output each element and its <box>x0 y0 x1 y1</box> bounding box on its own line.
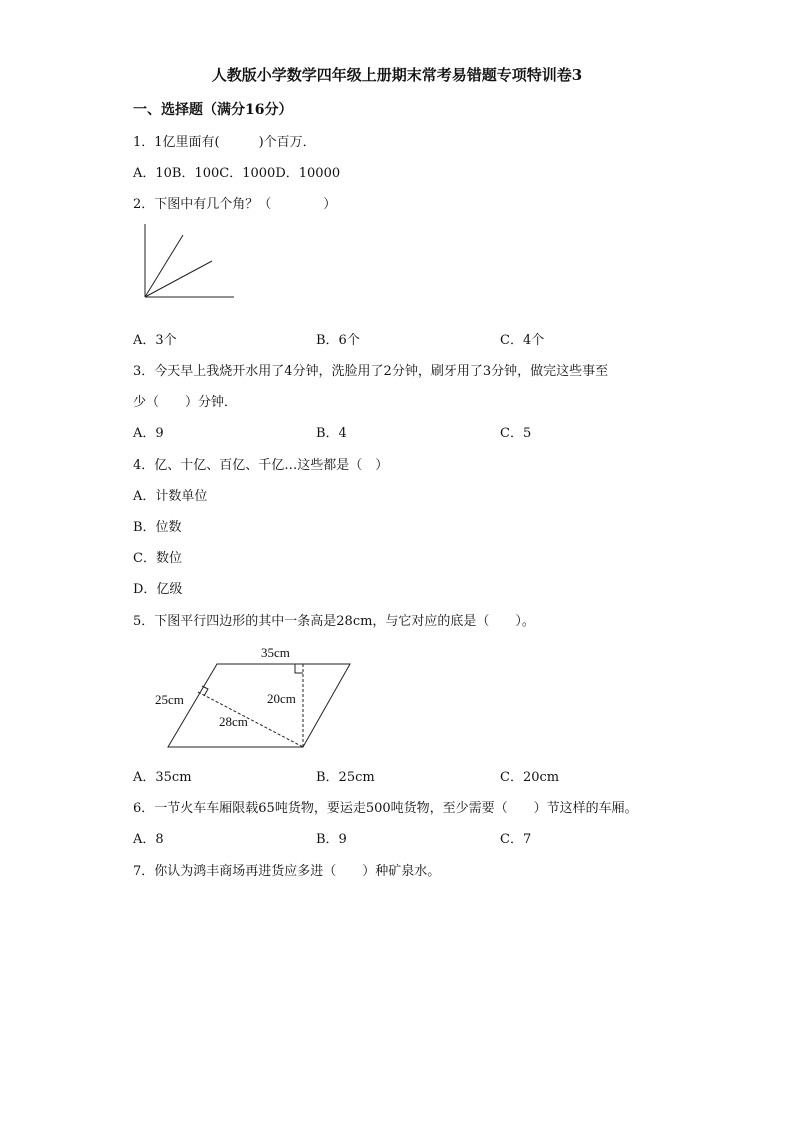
section-heading: 一、选择题（满分16分） <box>133 102 293 118</box>
angles-figure <box>140 222 240 302</box>
right-angle-top <box>295 664 303 673</box>
question-2-option-c: C．4个 <box>500 333 545 348</box>
angle-ray-shallow <box>145 261 212 297</box>
question-3-option-c: C．5 <box>500 426 532 441</box>
question-4-stem: 4．亿、十亿、百亿、千亿…这些都是（ ） <box>133 458 389 473</box>
label-28cm: 28cm <box>219 714 248 729</box>
question-5-stem: 5．下图平行四边形的其中一条高是28cm，与它对应的底是（ ）。 <box>133 614 535 629</box>
question-5-option-a: A．35cm <box>133 770 192 785</box>
question-2-option-a: A．3个 <box>133 333 177 348</box>
question-4-option-b: B．位数 <box>133 520 182 535</box>
question-3-stem-line2: 少（ ）分钟． <box>133 395 238 410</box>
label-35cm: 35cm <box>261 645 290 660</box>
question-5-option-b: B．25cm <box>316 770 375 785</box>
question-4-option-c: C．数位 <box>133 551 182 566</box>
question-6-option-b: B．9 <box>316 832 347 847</box>
question-3-option-a: A．9 <box>133 426 164 441</box>
question-6-option-a: A．8 <box>133 832 164 847</box>
question-3-option-b: B．4 <box>316 426 347 441</box>
question-7-stem: 7．你认为鸿丰商场再进货应多进（ ）种矿泉水。 <box>133 864 441 879</box>
question-6-stem: 6．一节火车车厢限载65吨货物，要运走500吨货物，至少需要（ ）节这样的车厢。 <box>133 801 638 816</box>
angle-ray-steep <box>145 235 183 297</box>
question-1-options: A．10B．100C．1000D．10000 <box>133 166 341 181</box>
question-4-option-a: A．计数单位 <box>133 489 208 504</box>
question-4-option-d: D．亿级 <box>133 582 183 597</box>
question-5-option-c: C．20cm <box>500 770 560 785</box>
label-25cm: 25cm <box>155 692 184 707</box>
parallelogram-figure <box>150 640 370 755</box>
question-6-option-c: C．7 <box>500 832 532 847</box>
parallelogram-outline <box>168 664 350 747</box>
page-title: 人教版小学数学四年级上册期末常考易错题专项特训卷3 <box>211 66 583 84</box>
question-3-stem-line1: 3．今天早上我烧开水用了4分钟，洗脸用了2分钟，刷牙用了3分钟，做完这些事至 <box>133 364 609 379</box>
question-1-stem: 1．1亿里面有( )个百万． <box>133 135 316 150</box>
question-2-option-b: B．6个 <box>316 333 360 348</box>
question-2-stem: 2．下图中有几个角？（ ） <box>133 197 337 212</box>
label-20cm: 20cm <box>267 691 296 706</box>
